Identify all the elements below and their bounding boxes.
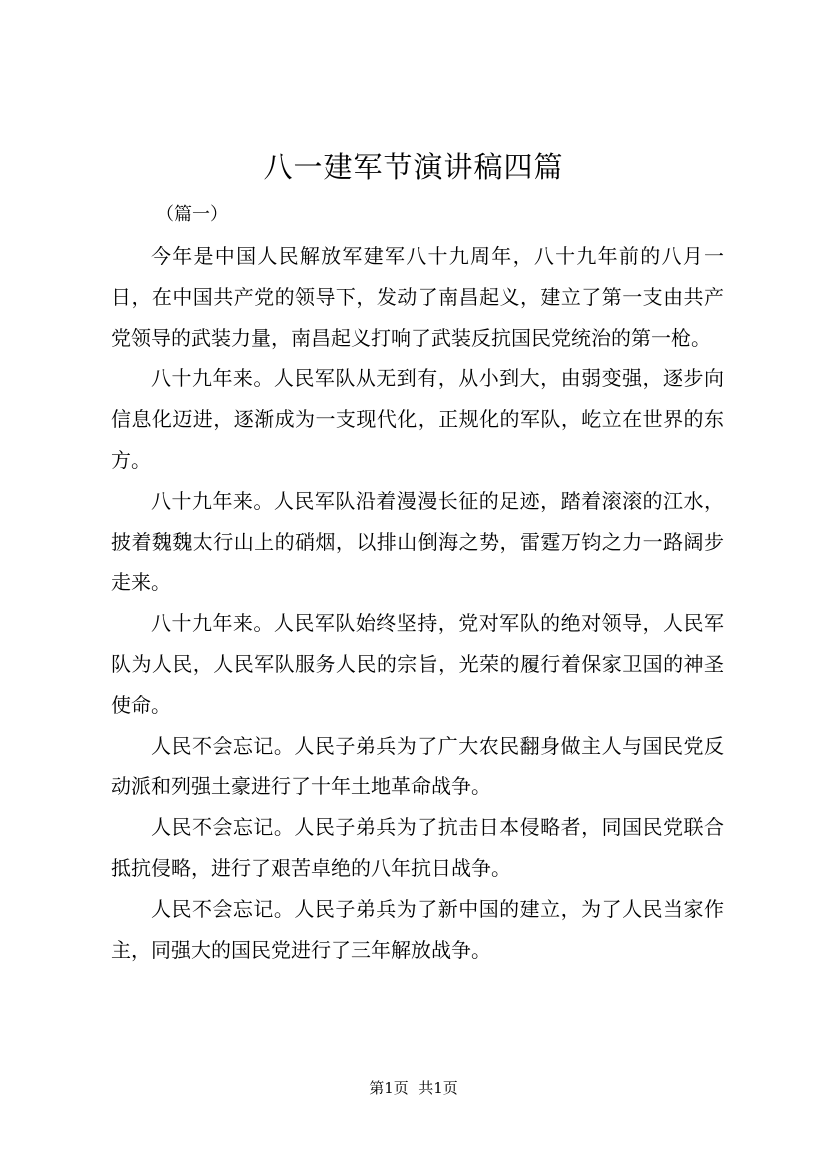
section-label: （篇一）: [156, 204, 228, 225]
paragraph: 人民不会忘记。人民子弟兵为了新中国的建立，为了人民当家作主，同强大的国民党进行了三年解放战争。: [111, 896, 724, 962]
paragraph: 人民不会忘记。人民子弟兵为了抗击日本侵略者，同国民党联合抵抗侵略，进行了艰苦卓绝的八年抗日战争。: [111, 815, 724, 880]
document-body: [111, 236, 724, 970]
paragraph: 八十九年来。人民军队从无到有，从小到大，由弱变强，逐步向信息化迈进，逐渐成为一支现代化，正规化的军队，屹立在世界的东方。: [111, 366, 724, 472]
page-number: 第1页 共1页: [369, 1079, 458, 1097]
paragraph: 八十九年来。人民军队沿着漫漫长征的足迹，踏着滚滚的江水，披着魏魏太行山上的硝烟，以排山倒海之势，雷霆万钧之力一路阔步走来。: [111, 488, 724, 595]
page-footer: [0, 1077, 827, 1099]
paragraph: 人民不会忘记。人民子弟兵为了广大农民翻身做主人与国民党反动派和列强土豪进行了十年土地革命战争。: [111, 733, 724, 799]
paragraph: 八十九年来。人民军队始终坚持，党对军队的绝对领导，人民军队为人民，人民军队服务人民的宗旨，光荣的履行着保家卫国的神圣使命。: [111, 611, 724, 717]
document-title: 八一建军节演讲稿四篇: [263, 150, 564, 184]
paragraph: 今年是中国人民解放军建军八十九周年，八十九年前的八月一日，在中国共产党的领导下，发动了南昌起义，建立了第一支由共产党领导的武装力量，南昌起义打响了武装反抗国民党统治的第一枪。: [111, 244, 724, 350]
